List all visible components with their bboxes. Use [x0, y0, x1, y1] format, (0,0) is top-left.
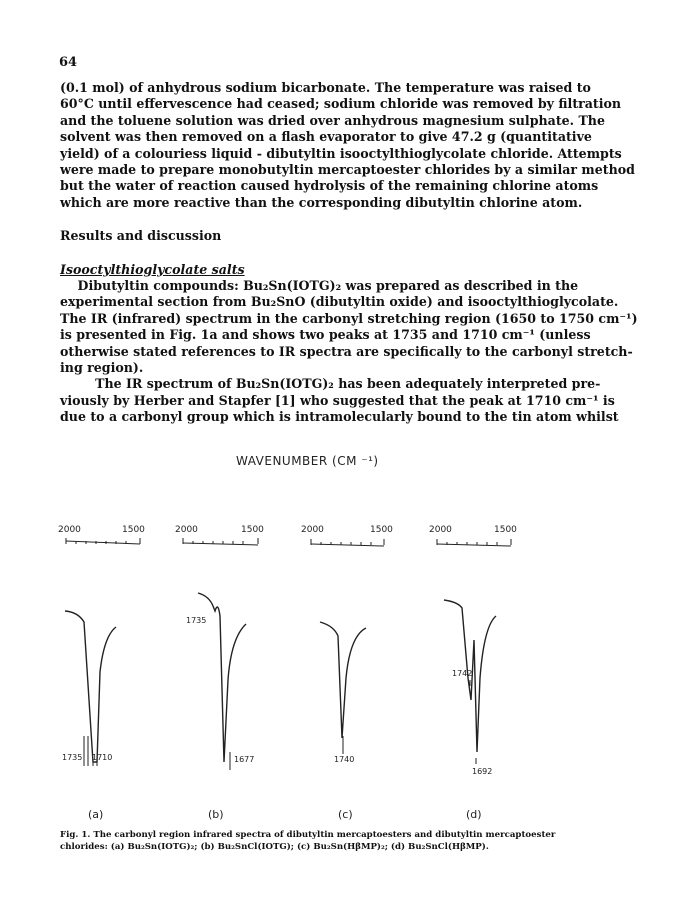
spectrum-panel-a — [58, 525, 145, 821]
scale-left-label: 2000 — [58, 525, 81, 535]
scale-right-label: 1500 — [370, 525, 393, 535]
scale-right-label: 1500 — [241, 525, 264, 535]
paragraph-results — [60, 278, 638, 426]
peak-label: 1740 — [334, 755, 355, 764]
spectrum-panel-b — [175, 525, 264, 821]
paragraph-methods — [60, 80, 635, 211]
peak-label: 1692 — [472, 767, 493, 776]
figure-caption — [60, 829, 635, 853]
text-line: is presented in Fig. 1a and shows two peaks at 1735 and 1710 cm⁻¹ (unless — [60, 327, 591, 343]
text-line: Dibutyltin compounds: Bu₂Sn(IOTG)₂ was prepared as described in the — [60, 278, 579, 293]
text-line: viously by Herber and Stapfer [1] who suggested that the peak at 1710 cm⁻¹ is — [60, 392, 615, 408]
scale-left-label: 2000 — [175, 525, 198, 535]
text-line: The IR spectrum of Bu₂Sn(IOTG)₂ has been adequately interpreted pre- — [60, 376, 601, 392]
text-line: which are more reactive than the corresponding dibutyltin chlorine atom. — [60, 194, 583, 210]
text-line: experimental section from Bu₂SnO (dibutyltin oxide) and isooctylthioglycolate. — [60, 294, 619, 310]
scale-right-label: 1500 — [494, 525, 517, 535]
text-line: yield) of a colouriess liquid - dibutyltin isooctylthioglycolate chloride. Attempts — [60, 145, 622, 161]
text-line: were made to prepare monobutyltin mercaptoester chlorides by a similar method — [60, 162, 635, 178]
panel-label: (d) — [466, 808, 482, 821]
ir-spectra-figure — [0, 440, 680, 830]
peak-label: 1735 — [62, 753, 83, 762]
peak-label: 1735 — [186, 616, 207, 625]
text-line: due to a carbonyl group which is intramolecularly bound to the tin atom whilst — [60, 409, 619, 425]
spectrum-panel-c — [301, 525, 393, 821]
caption-line: chlorides: (a) Bu₂Sn(IOTG)₂; (b) Bu₂SnCl(IOTG); (c) Bu₂Sn(HβMP)₂; (d) Bu₂SnCl(HβMP). — [60, 842, 489, 852]
panel-label: (b) — [208, 808, 224, 821]
text-line: but the water of reaction caused hydrolysis of the remaining chlorine atoms — [60, 178, 599, 194]
text-line: (0.1 mol) of anhydrous sodium bicarbonate. The temperature was raised to — [60, 80, 591, 95]
section-heading: Results and discussion — [60, 228, 222, 243]
figure-axis-title: WAVENUMBER (CM ⁻¹) — [236, 454, 379, 468]
text-line: solvent was then removed on a flash evaporator to give 47.2 g (quantitative — [60, 129, 592, 145]
panel-label: (c) — [338, 808, 353, 821]
spectrum-panel-d — [429, 525, 517, 821]
text-line: The IR (infrared) spectrum in the carbonyl stretching region (1650 to 1750 cm⁻¹) — [60, 310, 638, 326]
scale-left-label: 2000 — [429, 525, 452, 535]
text-line: 60°C until effervescence had ceased; sodium chloride was removed by filtration — [60, 96, 622, 112]
panel-label: (a) — [88, 808, 104, 821]
scale-left-label: 2000 — [301, 525, 324, 535]
subsection-heading: Isooctylthioglycolate salts — [60, 262, 245, 277]
peak-label: 1710 — [92, 753, 113, 762]
page-number: 64 — [59, 55, 78, 70]
text-line: and the toluene solution was dried over anhydrous magnesium sulphate. The — [60, 112, 605, 128]
caption-line: Fig. 1. The carbonyl region infrared spectra of dibutyltin mercaptoesters and dibutyltin mercaptoester — [60, 830, 556, 840]
text-line: otherwise stated references to IR spectra are specifically to the carbonyl stretch- — [60, 343, 633, 359]
text-line: ing region). — [60, 360, 144, 376]
scale-right-label: 1500 — [122, 525, 145, 535]
peak-label: 1742 — [452, 669, 473, 678]
peak-label: 1677 — [234, 755, 255, 764]
